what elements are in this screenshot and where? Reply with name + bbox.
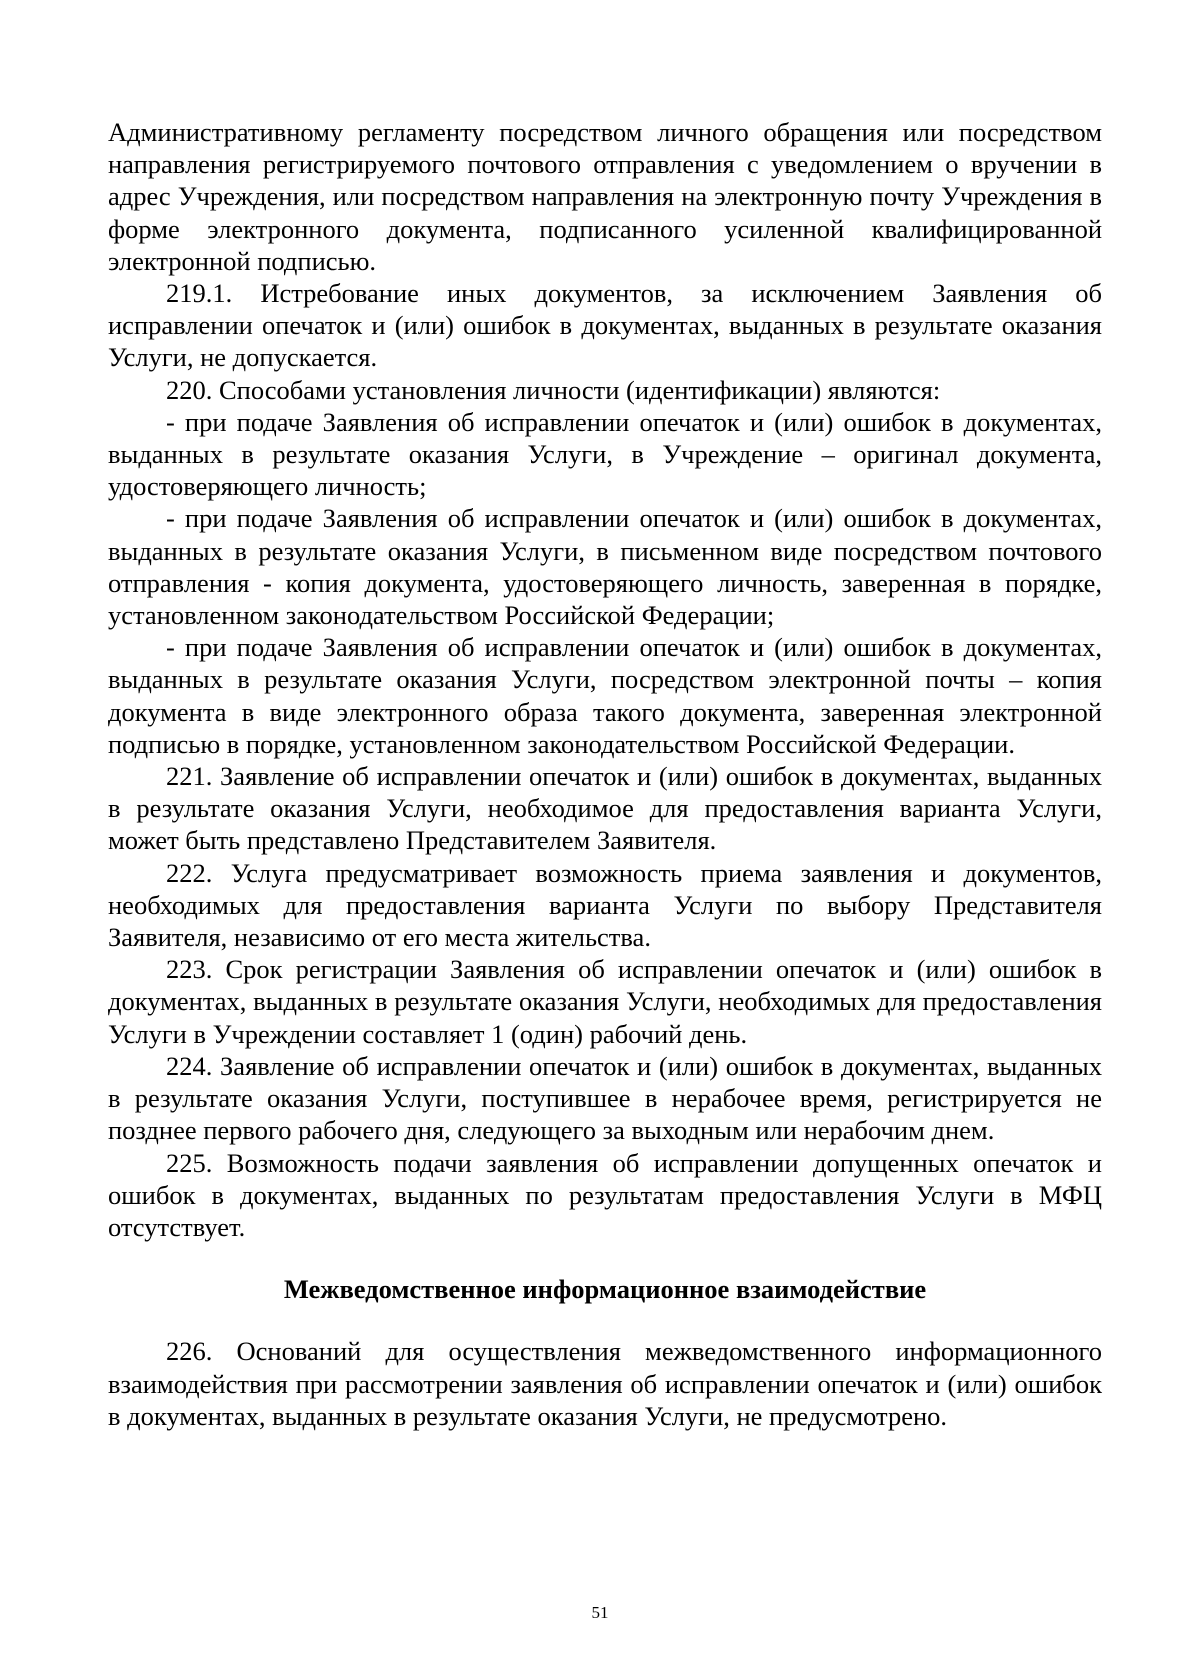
paragraph-continuation: Административному регламенту посредством личного обращения или посредством направления регистрируемого почтового отправления с уведомлением о вручении в адрес Учреждения, или посредством направления на электронную почту Учреждения в форме электронного документа, подписанного усиленной квалифицированной электронной подписью. — [108, 117, 1102, 276]
paragraph-225: 225. Возможность подачи заявления об исправлении допущенных опечаток и ошибок в документах, выданных по результатам предоставления Услуги в МФЦ отсутствует. — [108, 1147, 1102, 1242]
paragraph-226: 226. Оснований для осуществления межведомственного информационного взаимодействия при рассмотрении заявления об исправлении опечаток и (или) ошибок в документах, выданных в результате оказания Услуги, не предусмотрено. — [108, 1336, 1102, 1431]
page-number: 51 — [591, 1603, 609, 1622]
list-item-original-document: - при подаче Заявления об исправлении опечаток и (или) ошибок в документах, выданных в результате оказания Услуги, в Учреждение – оригинал документа, удостоверяющего личность; — [108, 406, 1102, 502]
paragraph-222: 222. Услуга предусматривает возможность приема заявления и документов, необходимых для предоставления варианта Услуги по выбору Представителя Заявителя, независимо от его места жительства. — [108, 857, 1102, 953]
list-item-electronic-copy: - при подаче Заявления об исправлении опечаток и (или) ошибок в документах, выданных в результате оказания Услуги, посредством электронной почты – копия документа в виде электронного образа такого документа, заверенная электронной подписью в порядке, установленном законодательством Российской Федерации. — [108, 632, 1102, 759]
list-item-postal-copy: - при подаче Заявления об исправлении опечаток и (или) ошибок в документах, выданных в результате оказания Услуги, в письменном виде посредством почтового отправления - копия документа, удостоверяющего личность, заверенная в порядке, установленном законодательством Российской Федерации; — [108, 503, 1102, 631]
section-heading: Межведомственное информационное взаимодействие — [283, 1274, 927, 1305]
document-page — [108, 116, 1102, 1432]
paragraph-223: 223. Срок регистрации Заявления об исправлении опечаток и (или) ошибок в документах, выданных в результате оказания Услуги, необходимых для предоставления Услуги в Учреждении составляет 1 (один) рабочий день. — [108, 954, 1102, 1049]
paragraph-220: 220. Способами установления личности (идентификации) являются: — [166, 374, 941, 405]
paragraph-221: 221. Заявление об исправлении опечаток и (или) ошибок в документах, выданных в результате оказания Услуги, необходимое для предоставления варианта Услуги, может быть представлено Представителем Заявителя. — [108, 761, 1102, 856]
paragraph-224: 224. Заявление об исправлении опечаток и (или) ошибок в документах, выданных в результате оказания Услуги, поступившее в нерабочее время, регистрируется не позднее первого рабочего дня, следующего за выходным или нерабочим днем. — [108, 1050, 1102, 1146]
paragraph-219-1: 219.1. Истребование иных документов, за исключением Заявления об исправлении опечаток и (или) ошибок в документах, выданных в результате оказания Услуги, не допускается. — [108, 278, 1102, 373]
